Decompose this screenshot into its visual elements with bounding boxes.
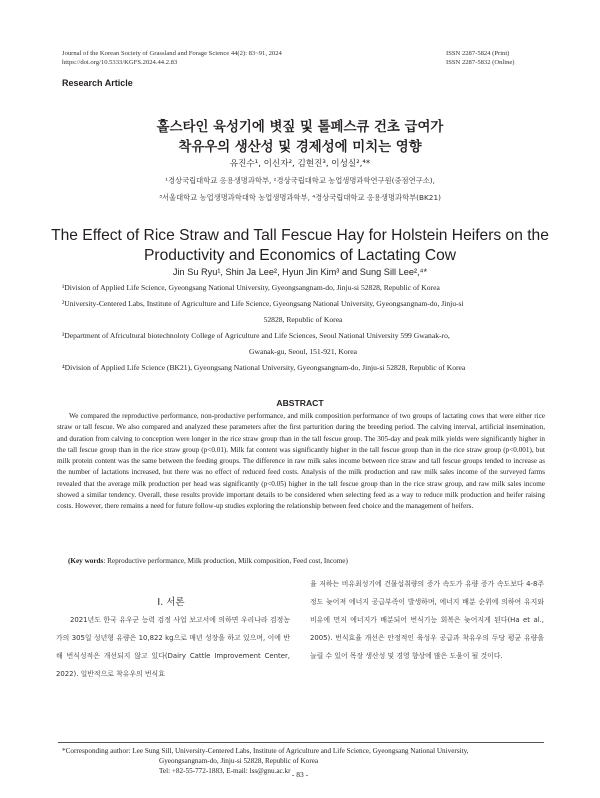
abstract-text: We compared the reproductive performance, non-productive performance, and milk composition performance of two groups of lactating cows that were either rice straw or tall fescue. We also compared and analyzed these parameters after the first parturition during the breeding period. The calving interval, artificial insemination, and duration from calving to conception were longer in the rice straw group than in the tall fescue group. The 305-day and peak milk yields were significantly higher in the tall fescue group than in the rice straw group (p<0.01). Milk fat content was significantly higher in the tall fescue group than in the rice straw group (p<0.001), but milk protein content was the same between the feeding groups. The difference in raw milk sales income between rice straw and tall fescue groups tended to increase as the number of lactations increased, but there was no effect of reduced feed costs. Analysis of the milk production and raw milk sales income of the surveyed farms revealed that the average milk production per head was significantly (p<0.05) higher in the tall fescue group than in the rice straw group, and raw milk sales income showed a similar tendency. Overall, these results provide important details to be considered when selecting feed as a way to reduce milk production and heifer raising costs. However, there remains a need for future follow-up studies exploring the relationship between feed choice and the management of heifers. <box>57 412 545 510</box>
section-heading-introduction: Ⅰ. 서론 <box>157 597 185 608</box>
affiliation-2a: ²University-Centered Labs, Institute of Agriculture and Life Science, Gyeongsang National University, Gyeongsangnam-do, Jinju-si <box>62 299 464 308</box>
running-header-right <box>446 49 538 67</box>
korean-title-line1: 홀스타인 육성기에 볏짚 및 톨페스큐 건초 급여가 <box>156 120 444 135</box>
korean-title <box>40 118 560 158</box>
keywords-label: (Key words <box>68 557 104 565</box>
english-authors: Jin Su Ryu¹, Shin Ja Lee², Hyun Jin Kim³ and Sung Sill Lee²,⁴* <box>172 267 428 277</box>
article-type: Research Article <box>62 78 133 88</box>
intro-column-right: 율 저하는 비유최성기에 건물섭취량의 증가 속도가 유량 증가 속도보다 4-8주 정도 늦어져 에너지 공급부족이 발생하며, 에너지 배분 순위에 의하여 유지와 비유에 먼저 에너지가 배분되어 번식기능 회복은 늦어지게 된다(Ha et al., 2005). 번식효율 개선은 안정적인 육성우 공급과 착유우의 두당 평균 유량을 늘릴 수 있어 목장 생산성 및 경영 향상에 많은 도움이 될 것이다. <box>310 580 544 661</box>
abstract-heading: ABSTRACT <box>276 398 324 408</box>
footnote-divider <box>58 742 544 743</box>
english-title <box>40 226 560 266</box>
issn-online: ISSN 2287-5832 (Online) <box>446 59 515 66</box>
korean-title-line2: 착유우의 생산성 및 경제성에 미치는 영향 <box>178 140 422 155</box>
english-title-line2: Productivity and Economics of Lactating Cow <box>143 247 457 264</box>
issn-print: ISSN 2287-5824 (Print) <box>446 50 510 57</box>
intro-column-left: 2021년도 한국 유우군 능력 검정 사업 보고서에 의하면 우리나라 검정농가의 305일 성년형 유량은 10,822 kg으로 매년 성장을 하고 있으며, 이에 반해 번식성적은 개선되지 않고 있다(Dairy Cattle Improvement Center, 2022). 일반적으로 착유우의 번식효 <box>56 616 290 679</box>
affiliation-1: ¹Division of Applied Life Science, Gyeongsang National University, Gyeongsangnam-do, Jinju-si 52828, Republic of Korea <box>62 283 440 292</box>
english-title-line1: The Effect of Rice Straw and Tall Fescue Hay for Holstein Heifers on the <box>51 227 549 244</box>
affiliation-2b: 52828, Republic of Korea <box>263 315 343 324</box>
doi-link[interactable]: https://doi.org/10.5333/KGFS.2024.44.2.83 <box>62 59 178 66</box>
affiliation-3a: ³Department of Africultural biotechnoloty College of Agriculture and Life Sciences, Seoul National University 599 Gwanak-ro, <box>62 331 450 340</box>
journal-citation: Journal of the Korean Society of Grassland and Forage Science 44(2): 83~91, 2024 <box>62 50 282 57</box>
english-affiliations <box>62 280 544 376</box>
korean-affiliation-1: ¹경상국립대학교 응용생명과학부, ²경상국립대학교 농업생명과학연구원(중점연구소), <box>165 176 435 185</box>
affiliation-4: ⁴Division of Applied Life Science (BK21), Gyeongsang National University, Gyeongsangnam-do, Jinju-si 52828, Republic of Korea <box>62 363 466 372</box>
affiliation-3b: Gwanak-gu, Seoul, 151-921, Korea <box>249 347 357 356</box>
corresponding-line2: Gyeongsangnam-do, Jinju-si 52828, Republic of Korea <box>159 757 319 766</box>
keywords <box>68 557 548 565</box>
running-header-left <box>62 49 282 67</box>
page-number: - 83 - <box>291 770 309 779</box>
corresponding-line1: *Corresponding author: Lee Sung Sill, University-Centered Labs, Institute of Agriculture and Life Science, Gyeongsang National University, <box>62 747 469 755</box>
korean-affiliation-2: ³서울대학교 농업생명과학대학 농업생명과학부, ⁴경상국립대학교 응용생명과학부(BK21) <box>159 193 441 202</box>
keywords-list: : Reproductive performance, Milk production, Milk composition, Feed cost, Income) <box>103 557 348 565</box>
korean-authors: 유진수¹, 이신자², 김현진³, 이성실²,⁴* <box>229 159 371 169</box>
corresponding-line3: Tel: +82-55-772-1883, E-mail: lss@gnu.ac.kr <box>159 767 291 776</box>
